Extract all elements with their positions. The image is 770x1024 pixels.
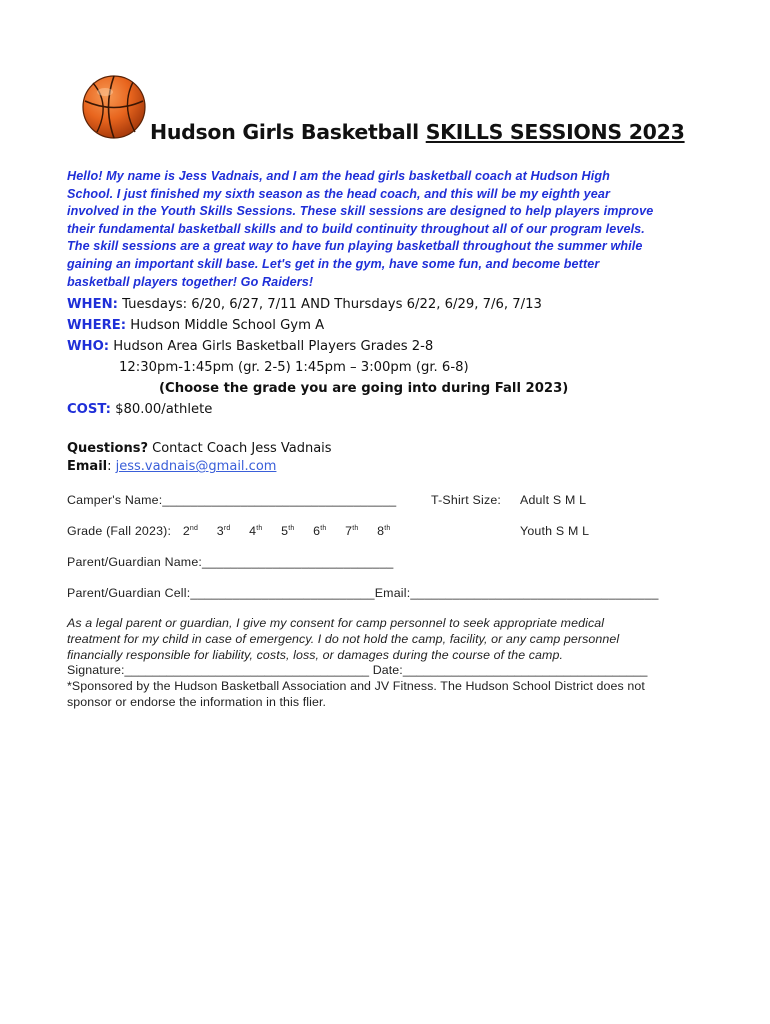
session-times: 12:30pm-1:45pm (gr. 2-5) 1:45pm – 3:00pm (gr. 6-8) xyxy=(119,360,469,375)
when-label: WHEN: xyxy=(67,297,118,312)
grade-note: (Choose the grade you are going into during Fall 2023) xyxy=(159,381,569,396)
sponsor-line: sponsor or endorse the information in this flier. xyxy=(67,694,327,709)
page-title xyxy=(150,120,685,144)
signature-date-field[interactable]: Signature:___________________________________ Date:___________________________________ xyxy=(67,663,648,678)
grade-option-5[interactable] xyxy=(281,524,294,538)
who-label: WHO: xyxy=(67,339,110,354)
grade-suffix: nd xyxy=(189,524,199,532)
intro-line: basketball players together! Go Raiders! xyxy=(67,274,314,289)
legal-section xyxy=(67,616,707,711)
sponsor-line: *Sponsored by the Hudson Basketball Association and JV Fitness. The Hudson School District does not xyxy=(67,679,645,694)
grade-row xyxy=(67,524,405,538)
grade-option-8[interactable] xyxy=(377,524,390,538)
youth-size-options[interactable]: Youth S M L xyxy=(520,524,590,538)
grade-number: 8 xyxy=(377,524,385,538)
intro-line: Hello! My name is Jess Vadnais, and I am the head girls basketball coach at Hudson High xyxy=(67,169,610,183)
where-row xyxy=(67,315,707,336)
grade-number: 2 xyxy=(182,524,190,538)
consent-line: financially responsible for liability, costs, loss, or damages during the course of the camp. xyxy=(67,647,563,662)
cost-row xyxy=(67,399,707,420)
consent-line: treatment for my child in case of emergency. I do not hold the camp, facility, or any camp personnel xyxy=(67,631,620,646)
grade-option-4[interactable] xyxy=(249,524,262,538)
adult-size-options[interactable]: Adult S M L xyxy=(520,493,587,507)
questions-row xyxy=(67,440,332,458)
when-value: Tuesdays: 6/20, 6/27, 7/11 AND Thursdays 6/22, 6/29, 7/6, 7/13 xyxy=(117,297,542,312)
intro-line: School. I just finished my sixth season as the head coach, and this will be my eighth year xyxy=(67,186,610,201)
cost-label: COST: xyxy=(67,402,111,417)
questions-label: Questions? xyxy=(67,441,148,456)
parent-cell-email-field[interactable]: Parent/Guardian Cell:__________________________Email:___________________________________ xyxy=(67,586,659,600)
intro-line: The skill sessions are a great way to have fun playing basketball throughout the summer while xyxy=(67,239,643,254)
session-details xyxy=(67,294,707,420)
contact-info xyxy=(67,440,332,476)
grade-number: 6 xyxy=(313,524,321,538)
grade-option-7[interactable] xyxy=(345,524,358,538)
cost-value: $80.00/athlete xyxy=(110,402,213,417)
who-row xyxy=(67,336,707,357)
questions-value: Contact Coach Jess Vadnais xyxy=(148,441,332,456)
email-link[interactable]: jess.vadnais@gmail.com xyxy=(115,459,277,474)
grade-number: 4 xyxy=(249,524,257,538)
grade-suffix: th xyxy=(288,524,295,532)
grade-number: 5 xyxy=(281,524,289,538)
email-label: Email xyxy=(67,459,108,474)
grade-option-3[interactable] xyxy=(217,524,231,538)
grade-option-6[interactable] xyxy=(313,524,326,538)
grade-suffix: rd xyxy=(223,524,231,532)
grade-number: 3 xyxy=(216,524,224,538)
grade-suffix: th xyxy=(256,524,263,532)
grade-suffix: th xyxy=(320,524,327,532)
email-row xyxy=(67,458,332,476)
email-colon: : xyxy=(107,459,116,474)
when-row xyxy=(67,294,707,315)
who-value: Hudson Area Girls Basketball Players Grades 2-8 xyxy=(109,339,434,354)
grade-option-2[interactable] xyxy=(183,524,198,538)
intro-line: their fundamental basketball skills and to build continuity throughout all of our program levels. xyxy=(67,221,645,236)
grade-suffix: th xyxy=(352,524,359,532)
grade-suffix: th xyxy=(384,524,391,532)
consent-line: As a legal parent or guardian, I give my consent for camp personnel to seek appropriate medical xyxy=(67,616,605,630)
intro-paragraph xyxy=(67,168,707,291)
grade-number: 7 xyxy=(345,524,353,538)
tshirt-size-label: T-Shirt Size: xyxy=(431,493,502,507)
grade-label: Grade (Fall 2023): xyxy=(67,524,172,538)
parent-name-field[interactable]: Parent/Guardian Name:___________________________ xyxy=(67,555,394,569)
where-value: Hudson Middle School Gym A xyxy=(126,318,325,333)
title-text: Hudson Girls Basketball xyxy=(150,120,426,144)
camper-name-field[interactable]: Camper's Name:_________________________________ xyxy=(67,493,397,507)
title-underlined-text: SKILLS SESSIONS 2023 xyxy=(425,120,685,144)
intro-line: gaining an important skill base. Let's get in the gym, have some fun, and become better xyxy=(67,256,600,271)
basketball-icon xyxy=(81,74,147,140)
intro-line: involved in the Youth Skills Sessions. These skill sessions are designed to help players improve xyxy=(67,204,654,219)
where-label: WHERE: xyxy=(67,318,127,333)
